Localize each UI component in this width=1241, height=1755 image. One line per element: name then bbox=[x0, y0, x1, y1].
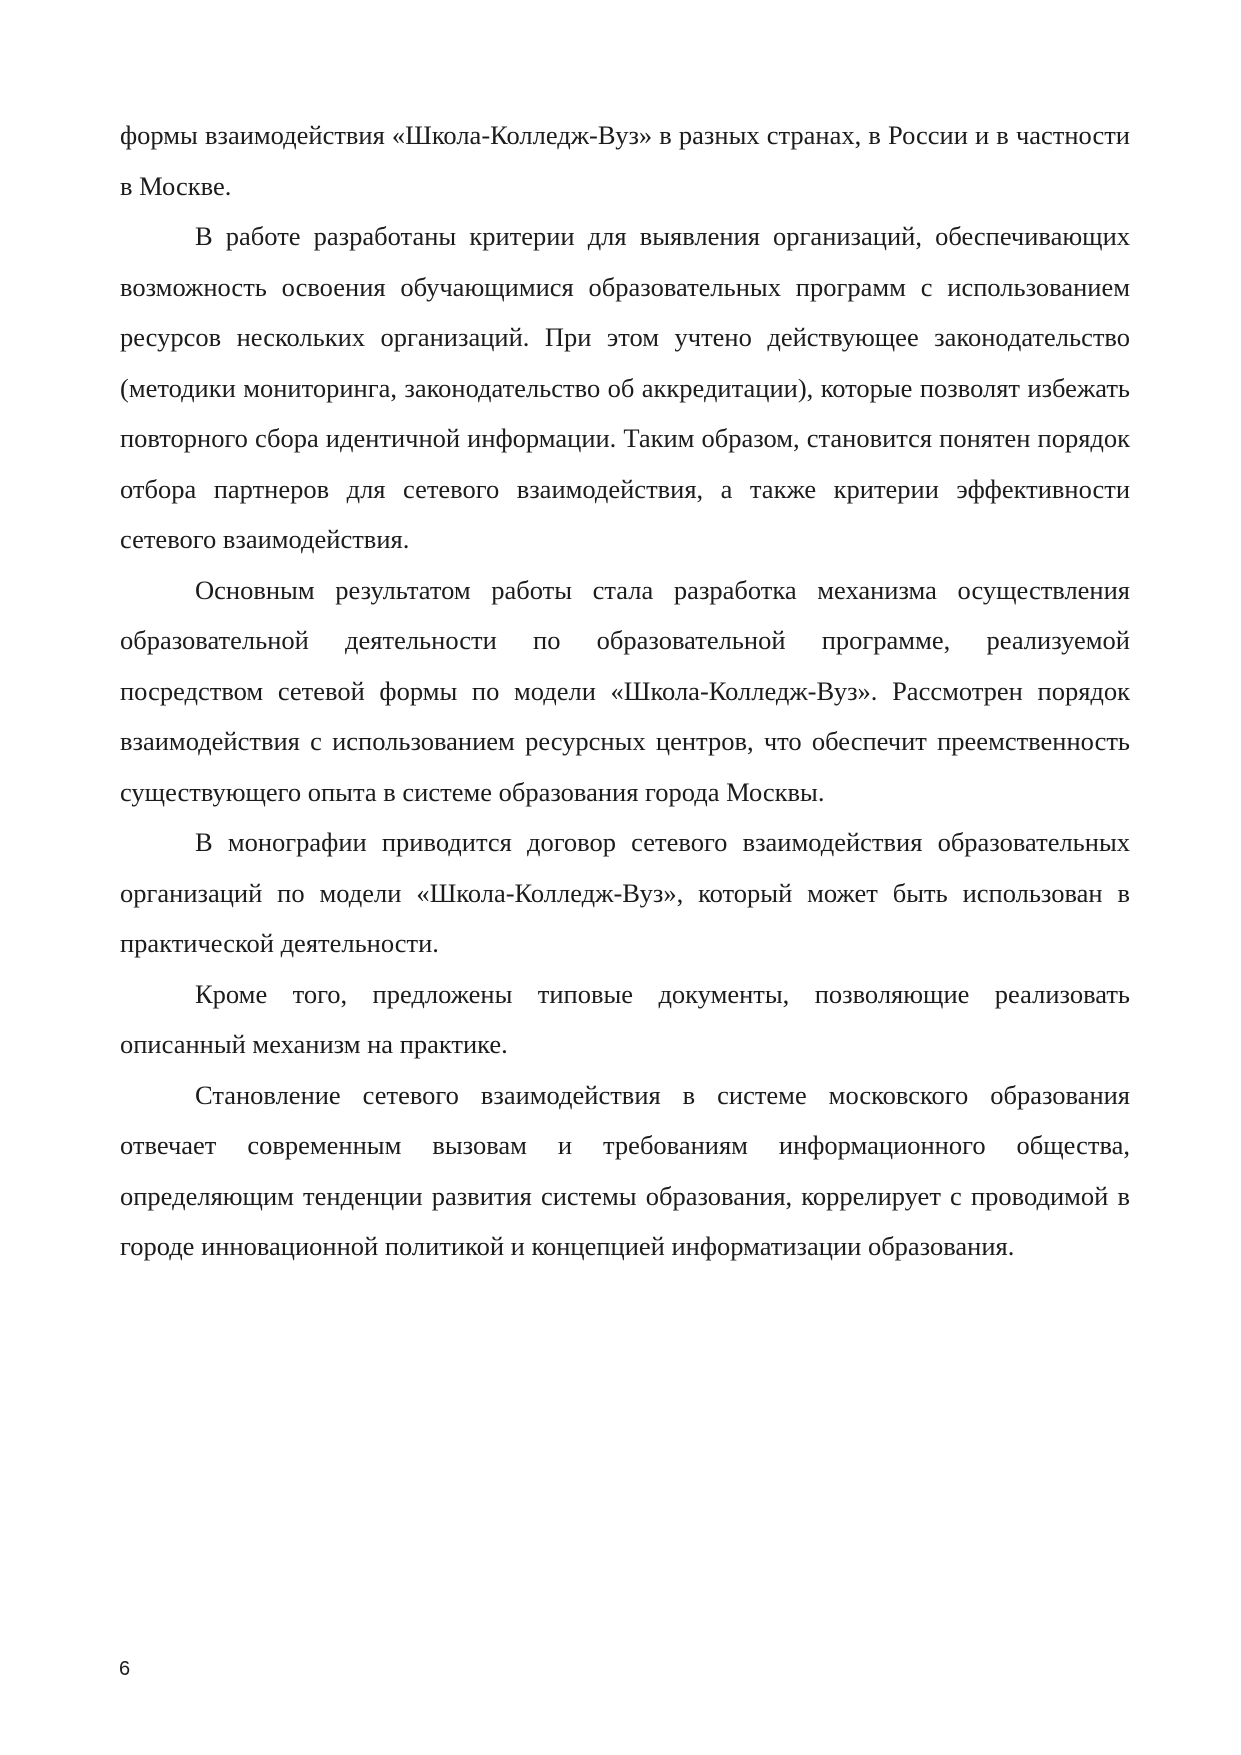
paragraph-conclusion: Становление сетевого взаимодействия в системе московского образования отвечает современным вызовам и требованиям информационного общества, определяющим тенденции развития системы образования, коррелирует с проводимой в городе инновационной политикой и концепцией информатизации образования. bbox=[120, 1079, 1130, 1261]
paragraph-continuation: формы взаимодействия «Школа-Колледж-Вуз» в разных странах, в России и в частности в Москве. bbox=[120, 120, 1130, 201]
body-text bbox=[120, 110, 1130, 1272]
paragraph-main-result: Основным результатом работы стала разработка механизма осуществления образовательной деятельности по образовательной программе, реализуемой посредством сетевой формы по модели «Школа-Колледж-Вуз». Рассмотрен порядок взаимодействия с использованием ресурсных центров, что обеспечит преемственность существующего опыта в системе образования города Москвы. bbox=[120, 574, 1130, 807]
page-number: 6 bbox=[119, 1658, 131, 1680]
paragraph-contract: В монографии приводится договор сетевого взаимодействия образовательных организаций по модели «Школа-Колледж-Вуз», который может быть использован в практической деятельности. bbox=[120, 827, 1130, 958]
paragraph-criteria: В работе разработаны критерии для выявления организаций, обеспечивающих возможность освоения обучающимися образовательных программ с использованием ресурсов нескольких организаций. При этом учтено действующее законодательство (методики мониторинга, законодательство об аккредитации), которые позволят избежать повторного сбора идентичной информации. Таким образом, становится понятен порядок отбора партнеров для сетевого взаимодействия, а также критерии эффективности сетевого взаимодействия. bbox=[120, 221, 1130, 554]
paragraph-documents: Кроме того, предложены типовые документы, позволяющие реализовать описанный механизм на практике. bbox=[120, 978, 1130, 1059]
